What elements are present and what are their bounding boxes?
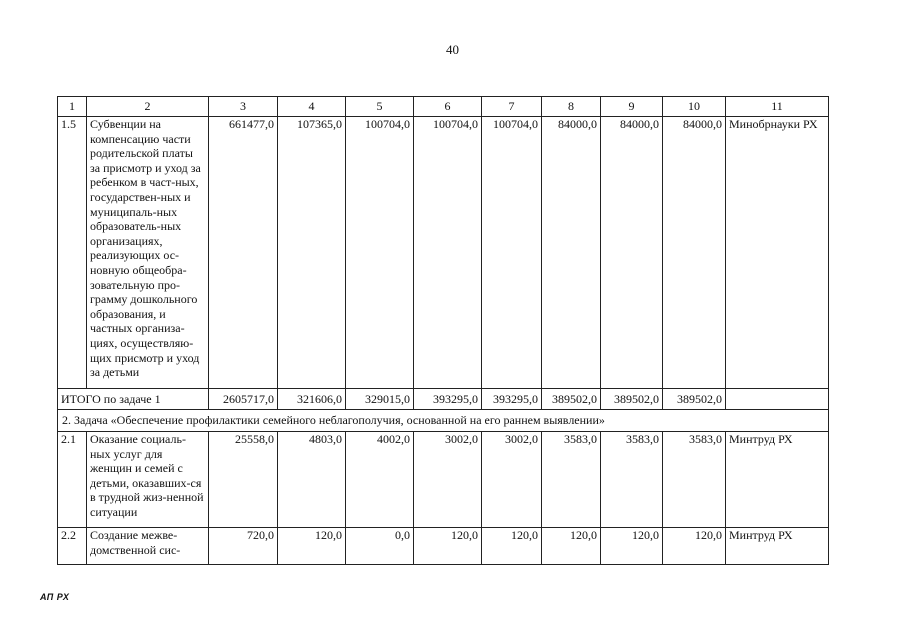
header-cell: 1 (58, 97, 87, 117)
header-cell: 5 (346, 97, 414, 117)
value-cell: 107365,0 (278, 117, 346, 389)
page-number: 40 (446, 42, 459, 57)
header-cell: 2 (87, 97, 209, 117)
row-description: Создание межве-домственной сис- (87, 528, 209, 565)
value-cell: 2605717,0 (209, 389, 278, 410)
value-cell: 120,0 (663, 528, 726, 565)
value-cell: 120,0 (542, 528, 601, 565)
value-cell: 100704,0 (414, 117, 482, 389)
header-row (58, 97, 829, 117)
value-cell: 3002,0 (482, 432, 542, 528)
header-cell: 3 (209, 97, 278, 117)
value-cell: 120,0 (482, 528, 542, 565)
value-cell: 100704,0 (482, 117, 542, 389)
total-label: ИТОГО по задаче 1 (58, 389, 209, 410)
value-cell: 4002,0 (346, 432, 414, 528)
table-row-2-2 (58, 528, 829, 565)
header-cell: 11 (726, 97, 829, 117)
value-cell: 393295,0 (482, 389, 542, 410)
row-number: 2.2 (58, 528, 87, 565)
task-heading: 2. Задача «Обеспечение профилактики семейного неблагополучия, основанной на его раннем выявлении» (58, 410, 829, 432)
row-description: Субвенции на компенсацию части родительской платы за присмотр и уход за ребенком в част-ных, государствен-ных и муниципаль-ных образователь-ных организациях, реализующих ос-новную общеобра-зовательную про-грамму дошкольного образования, и частных организа-циях, осуществляю-щих присмотр и уход за детьми (87, 117, 209, 389)
header-cell: 6 (414, 97, 482, 117)
footer-mark: АП РХ (40, 592, 70, 602)
responsible-org: Минтруд РХ (726, 432, 829, 528)
table-row-1-5 (58, 117, 829, 389)
row-description: Оказание социаль-ных услуг для женщин и семей с детьми, оказавших-ся в трудной жиз-ненной ситуации (87, 432, 209, 528)
header-cell: 8 (542, 97, 601, 117)
value-cell: 3583,0 (542, 432, 601, 528)
empty-cell (726, 389, 829, 410)
row-number: 1.5 (58, 117, 87, 389)
header-cell: 4 (278, 97, 346, 117)
responsible-org: Минобрнауки РХ (726, 117, 829, 389)
value-cell: 321606,0 (278, 389, 346, 410)
value-cell: 3583,0 (663, 432, 726, 528)
value-cell: 389502,0 (663, 389, 726, 410)
value-cell: 661477,0 (209, 117, 278, 389)
table-row-total (58, 389, 829, 410)
value-cell: 4803,0 (278, 432, 346, 528)
value-cell: 84000,0 (601, 117, 663, 389)
value-cell: 100704,0 (346, 117, 414, 389)
table-row-2-1 (58, 432, 829, 528)
value-cell: 720,0 (209, 528, 278, 565)
table-row-task-2 (58, 410, 829, 432)
responsible-org: Минтруд РХ (726, 528, 829, 565)
value-cell: 25558,0 (209, 432, 278, 528)
value-cell: 84000,0 (663, 117, 726, 389)
budget-table (57, 96, 829, 565)
row-number: 2.1 (58, 432, 87, 528)
value-cell: 120,0 (601, 528, 663, 565)
value-cell: 389502,0 (542, 389, 601, 410)
header-cell: 10 (663, 97, 726, 117)
value-cell: 120,0 (414, 528, 482, 565)
value-cell: 329015,0 (346, 389, 414, 410)
value-cell: 389502,0 (601, 389, 663, 410)
header-cell: 7 (482, 97, 542, 117)
value-cell: 120,0 (278, 528, 346, 565)
value-cell: 0,0 (346, 528, 414, 565)
header-cell: 9 (601, 97, 663, 117)
value-cell: 3002,0 (414, 432, 482, 528)
value-cell: 393295,0 (414, 389, 482, 410)
value-cell: 84000,0 (542, 117, 601, 389)
value-cell: 3583,0 (601, 432, 663, 528)
